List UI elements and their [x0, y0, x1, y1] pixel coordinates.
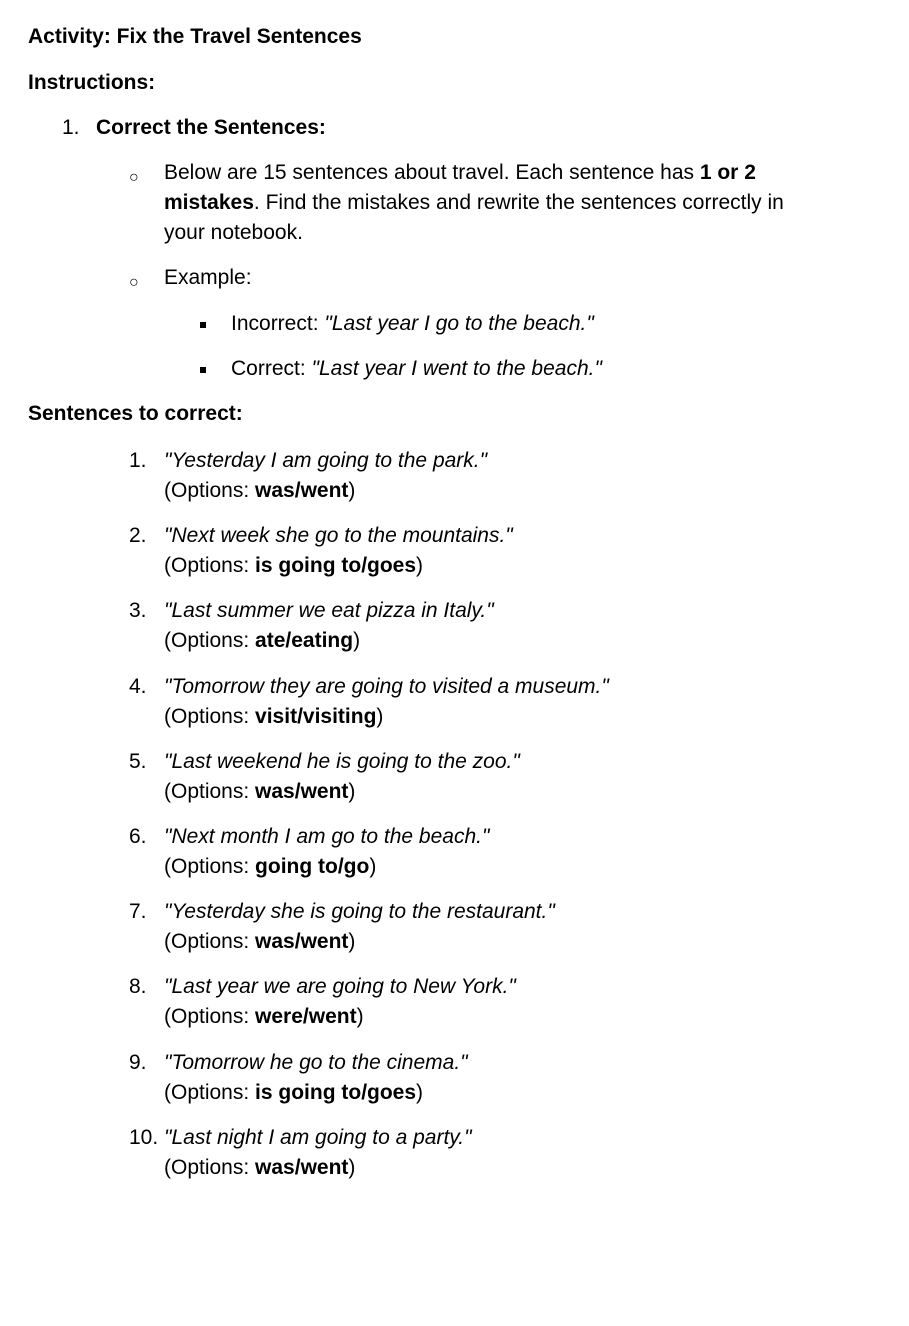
sentence-options: (Options: is going to/goes) — [164, 554, 424, 577]
sentence-text: "Yesterday she is going to the restaurant." — [164, 900, 555, 923]
sentence-number: 8. — [129, 975, 147, 998]
description-line-3: your notebook. — [164, 221, 303, 244]
step-label: Correct the Sentences: — [96, 116, 326, 139]
sentence-text: "Next month I am go to the beach." — [164, 825, 490, 848]
sentence-options: (Options: is going to/goes) — [164, 1081, 424, 1104]
description-line-1: Below are 15 sentences about travel. Each sentence has 1 or 2 — [164, 161, 756, 184]
sentence-number: 2. — [129, 524, 147, 547]
hollow-bullet-icon: ○ — [129, 274, 139, 291]
sentence-text: "Last year we are going to New York." — [164, 975, 516, 998]
sentence-options: (Options: were/went) — [164, 1005, 364, 1028]
sentence-number: 10. — [129, 1126, 159, 1149]
step-number: 1. — [62, 116, 80, 139]
sentence-text: "Last summer we eat pizza in Italy." — [164, 599, 494, 622]
sentence-number: 4. — [129, 675, 147, 698]
sentence-number: 7. — [129, 900, 147, 923]
sentence-number: 1. — [129, 449, 147, 472]
sentence-options: (Options: was/went) — [164, 780, 356, 803]
sentence-text: "Tomorrow they are going to visited a museum." — [164, 675, 609, 698]
page-title: Activity: Fix the Travel Sentences — [28, 25, 362, 48]
sentence-options: (Options: was/went) — [164, 479, 356, 502]
sentence-number: 5. — [129, 750, 147, 773]
sentence-text: "Last night I am going to a party." — [164, 1126, 472, 1149]
sentence-number: 3. — [129, 599, 147, 622]
sentences-heading: Sentences to correct: — [28, 402, 243, 425]
example-correct: Correct: "Last year I went to the beach." — [231, 357, 602, 380]
sentence-text: "Tomorrow he go to the cinema." — [164, 1051, 468, 1074]
sentence-text: "Last weekend he is going to the zoo." — [164, 750, 520, 773]
sentence-options: (Options: was/went) — [164, 930, 356, 953]
hollow-bullet-icon: ○ — [129, 169, 139, 186]
sentence-text: "Next week she go to the mountains." — [164, 524, 513, 547]
example-incorrect: Incorrect: "Last year I go to the beach." — [231, 312, 594, 335]
instructions-heading: Instructions: — [28, 71, 156, 94]
sentence-text: "Yesterday I am going to the park." — [164, 449, 488, 472]
sentence-options: (Options: was/went) — [164, 1156, 356, 1179]
sentence-options: (Options: visit/visiting) — [164, 705, 384, 728]
sentence-options: (Options: ate/eating) — [164, 629, 361, 652]
sentence-options: (Options: going to/go) — [164, 855, 377, 878]
square-bullet-icon — [200, 322, 206, 328]
sentence-number: 9. — [129, 1051, 147, 1074]
example-label: Example: — [164, 266, 252, 289]
sentence-number: 6. — [129, 825, 147, 848]
square-bullet-icon — [200, 367, 206, 373]
description-line-2: mistakes. Find the mistakes and rewrite the sentences correctly in — [164, 191, 784, 214]
